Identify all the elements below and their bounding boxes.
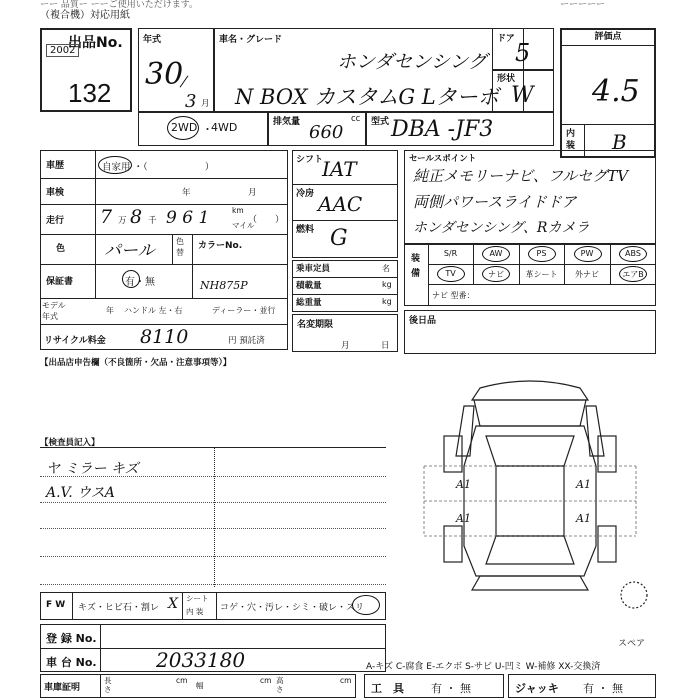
model-month-value: 3 (185, 91, 197, 112)
equip-sr: S/R (443, 249, 458, 258)
model-period-dealer: ディーラー・並行 (212, 306, 276, 315)
displacement-box (268, 112, 366, 146)
history-label: 車歴 (46, 161, 65, 171)
sales-point-label: セールスポイント (409, 154, 477, 164)
mileage-paren: （ ） (248, 215, 285, 225)
color-label: 色 (56, 244, 66, 254)
cert-height-unit: cm (340, 676, 352, 685)
capacity-weight-label: 総重量 (296, 298, 322, 308)
jack-box (508, 674, 656, 698)
seat-circle (352, 595, 380, 615)
color-divider (172, 234, 173, 264)
capacity-weight-unit: kg (382, 297, 392, 306)
interior-label: 内装 (566, 129, 576, 151)
fw-divider (72, 592, 73, 620)
jack-options: 有 ・ 無 (583, 682, 623, 695)
header-cut-text-right: ーーーーー (560, 0, 606, 10)
recycle-value: 8110 (140, 326, 189, 348)
right-mirror-area (586, 406, 604, 456)
fuel-label: 燃料 (296, 225, 315, 235)
cert-divider (100, 674, 101, 698)
color-change-label: 色替 (176, 237, 184, 257)
equip-tv-circle (437, 266, 465, 282)
spare-label: スペア (618, 639, 646, 649)
history-options: 自家用 ・（ ） (102, 162, 215, 173)
inspection-month: 月 (248, 188, 257, 198)
navi-type-label: ナビ 型番： (432, 291, 475, 300)
mid-row-line (292, 220, 398, 221)
aircon-label: 冷房 (296, 189, 315, 199)
car-name-label: 車名・グレード (219, 35, 283, 45)
inspector-dotted-line (40, 502, 386, 503)
fw-x-mark: X (168, 596, 178, 612)
lot-number: 132 (68, 78, 112, 108)
shift-value: IAT (322, 157, 357, 181)
lot-box (40, 28, 132, 112)
seat-text: コゲ・穴・汚レ・シミ・破レ・スリ (220, 603, 365, 613)
rear-bumper-shape (472, 576, 588, 590)
capacity-seats-label: 乗車定員 (296, 264, 331, 274)
fw-divider (182, 592, 183, 620)
score-box (560, 28, 656, 158)
chassis-label: 車 台 No. (46, 656, 97, 669)
seat-label2: 内 装 (186, 607, 204, 616)
capacity-load-unit: kg (382, 280, 392, 289)
cert-width-unit: cm (260, 676, 272, 685)
displacement-value: 660 (309, 122, 344, 143)
model-period-label1: モデル (42, 301, 66, 310)
score-label: 評価点 (562, 30, 654, 46)
inspector-dotted-line (40, 556, 386, 557)
displacement-label: 排気量 (273, 117, 301, 127)
capacity-row-line (292, 294, 398, 295)
title-change-day: 日 (381, 341, 390, 351)
legend-text: A-キズ C-腐食 E-エクボ S-サビ U-凹ミ W-補修 XX-交換済 (366, 662, 601, 672)
model-period-label2: 年式 (42, 312, 58, 321)
score-divider (562, 124, 654, 125)
interior-value: B (612, 130, 627, 154)
info-row-line (40, 264, 288, 265)
title-change-month: 月 (341, 341, 350, 351)
inspector-top-line (40, 447, 386, 448)
year-stamp: 2002 (46, 44, 79, 57)
after-install-label: 後日品 (409, 316, 437, 326)
info-row-line (40, 178, 288, 179)
shape-value: W (511, 83, 534, 108)
model-code-label: 型式 (371, 117, 390, 127)
model-period-year: 年 (106, 306, 114, 315)
rear-right-wheel (598, 526, 616, 562)
front-left-wheel (444, 436, 462, 472)
mileage-sen: 8 (130, 206, 143, 228)
color-no-label: カラーNo. (198, 241, 243, 251)
cert-label: 車庫証明 (44, 683, 81, 693)
cert-width-label: 幅 (196, 681, 204, 690)
mileage-unit-mile: マイル (232, 221, 255, 230)
car-diagram (404, 376, 656, 612)
inspector-line1: ヤ ミラー キズ (46, 461, 139, 477)
drive-2wd: 2WD (171, 121, 198, 134)
mileage-unit-km: km (232, 206, 244, 215)
damage-mark: A1 (576, 512, 591, 525)
recycle-unit: 円 預託済 (228, 336, 265, 346)
model-year-box (138, 28, 214, 112)
header-title: （複合機）対応用紙 (40, 10, 130, 21)
inspection-year: 年 (182, 188, 191, 198)
tools-label: 工 具 (371, 682, 404, 695)
doors-label: ドア (497, 34, 515, 44)
model-code-box (366, 112, 554, 146)
info-row-line (40, 298, 288, 299)
info-row-line (40, 324, 288, 325)
aircon-value: AAC (318, 192, 363, 216)
cert-height-label: 高さ (276, 676, 284, 694)
equip-navi: ナビ (488, 270, 504, 279)
rear-left-wheel (444, 526, 462, 562)
inspector-dotted-line (40, 528, 386, 529)
left-mirror-area (456, 406, 474, 456)
equip-aw-circle (482, 246, 510, 262)
capacity-load-label: 積載量 (296, 281, 322, 291)
fuel-value: G (330, 226, 348, 251)
shape-box (492, 70, 554, 112)
equipment-label: 装備 (411, 254, 421, 279)
front-bumper-shape (472, 381, 588, 400)
chassis-value: 2033180 (156, 648, 246, 672)
score-value: 4.5 (592, 74, 640, 109)
jack-label: ジャッキ (515, 682, 559, 695)
cert-length-unit: cm (176, 676, 188, 685)
fw-divider (216, 592, 217, 620)
car-name-line1: ホンダセンシング (337, 51, 487, 73)
model-year-label: 年式 (143, 35, 162, 45)
sales-point-box (404, 150, 656, 244)
inspector-line2: A.V. ウスA (46, 485, 115, 501)
color-no-divider (192, 234, 193, 298)
cert-length-label: 長さ (104, 676, 112, 694)
after-install-box (404, 310, 656, 354)
shift-label: シフト (296, 155, 324, 165)
mileage-man: 7 (100, 206, 113, 228)
reg-col-line (100, 624, 101, 672)
displacement-unit: cc (351, 114, 361, 124)
spare-tire (621, 582, 647, 608)
sales-point-line3: ホンダセンシング、Rカメラ (413, 220, 590, 236)
drive-separator: ・ (202, 123, 213, 136)
mileage-sen-unit: 千 (148, 216, 157, 226)
hood-shape (474, 400, 586, 426)
registration-label: 登 録 No. (46, 632, 97, 645)
rear-window (486, 536, 574, 564)
model-year-value: 30 (145, 57, 184, 92)
equip-airbag-circle (619, 266, 647, 282)
fw-label: F W (46, 600, 66, 610)
title-change-box (292, 314, 398, 352)
sales-point-line2: 両側パワースライドドア (413, 193, 577, 211)
warranty-options: 有・無 (125, 277, 155, 288)
inspection-label: 車検 (46, 188, 65, 198)
declaration-label: 【出品店申告欄（不良箇所・欠品・注意事項等）】 (40, 358, 232, 368)
inspector-mid-line (214, 447, 215, 587)
model-period-handle: ハンドル 左・右 (124, 306, 183, 315)
equip-ext-navi: 外ナビ (575, 270, 599, 279)
car-name-line2: N BOX カスタムG Lターボ (235, 85, 499, 109)
model-code-value: DBA -JF3 (391, 117, 494, 142)
doors-value: 5 (515, 39, 531, 67)
front-right-wheel (598, 436, 616, 472)
damage-mark: A1 (576, 478, 591, 491)
equip-abs: ABS (625, 249, 641, 258)
header-cut-text: ーー 品質ー ーーご使用いただけます。 (40, 0, 199, 10)
warranty-label: 保証書 (46, 277, 74, 287)
capacity-row-line (292, 277, 398, 278)
damage-mark: A1 (456, 512, 471, 525)
title-change-label: 名変期限 (297, 320, 334, 330)
info-row-line (40, 234, 288, 235)
drive-box (138, 112, 268, 146)
equipment-row-line (428, 284, 656, 285)
windshield (486, 436, 574, 466)
damage-mark: A1 (456, 478, 471, 491)
inspector-dotted-line (40, 584, 386, 585)
equip-ps-circle (528, 246, 556, 262)
color-no-value: NH875P (200, 279, 248, 292)
lot-label: 出品No. (68, 35, 123, 51)
recycle-label: リサイクル料金 (44, 336, 106, 346)
equip-ps: PS (536, 249, 547, 258)
shape-label: 形状 (497, 74, 516, 84)
doors-box (492, 28, 554, 70)
mileage-label: 走行 (46, 216, 65, 226)
sales-point-line1: 純正メモリーナビ、フルセグTV (413, 167, 629, 185)
car-name-box (214, 28, 524, 112)
equip-pw: PW (580, 249, 594, 258)
tools-box (364, 674, 504, 698)
info-col-divider (95, 150, 96, 298)
mid-row-line (292, 184, 398, 185)
drive-4wd: 4WD (211, 121, 238, 134)
inspector-label: 【検査員記入】 (40, 438, 100, 448)
equip-airbag: エアB (622, 270, 644, 279)
color-value: パール (104, 241, 155, 261)
mileage-rest: 9 6 1 (166, 208, 210, 228)
equip-leather: 革シート (525, 270, 558, 279)
equipment-row-line (428, 264, 656, 265)
month-unit: 月 (201, 99, 210, 109)
mileage-man-unit: 万 (118, 216, 127, 226)
equip-tv: TV (445, 269, 456, 278)
equip-navi-circle (482, 266, 510, 282)
seat-label1: シート (186, 594, 209, 603)
fw-text: キズ・ヒビ石・割レ (78, 603, 159, 613)
info-table (40, 150, 288, 350)
capacity-seats-unit: 名 (382, 264, 390, 273)
equip-abs-circle (619, 246, 647, 262)
equip-aw: AW (489, 249, 503, 258)
tools-options: 有 ・ 無 (431, 682, 471, 695)
info-row-line (40, 204, 288, 205)
equip-pw-circle (574, 246, 602, 262)
